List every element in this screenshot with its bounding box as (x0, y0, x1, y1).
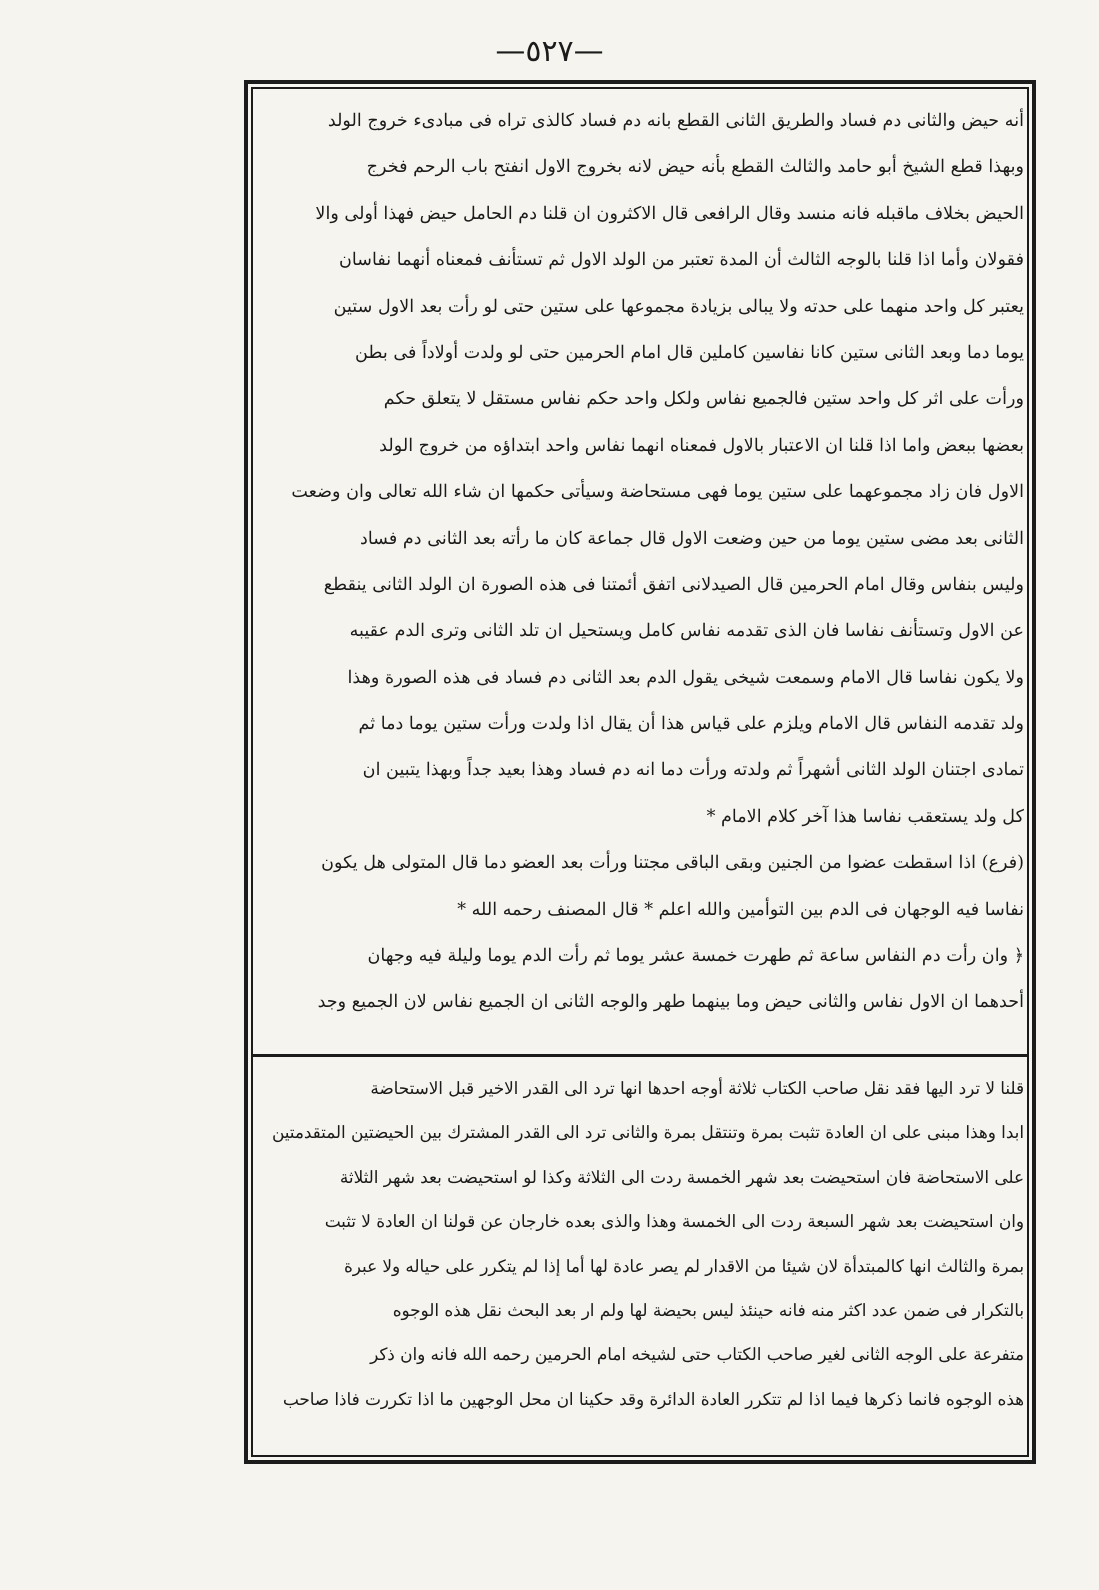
text-line: وبهذا قطع الشيخ أبو حامد والثالث القطع بأنه حيض لانه بخروج الاول انفتح باب الرحم فخرج (366, 157, 1024, 178)
text-line: ولد تقدمه النفاس قال الامام ويلزم على قياس هذا أن يقال اذا ولدت ورأت ستين يوما دما ثم (358, 714, 1024, 735)
text-line: ﴿ وان رأت دم النفاس ساعة ثم طهرت خمسة عشر يوما ثم رأت الدم يوما وليلة فيه وجهان (367, 946, 1024, 967)
text-line: عن الاول وتستأنف نفاسا فان الذى تقدمه نفاس كامل ويستحيل ان تلد الثانى وترى الدم عقيبه (349, 621, 1024, 642)
commentary-line: بالتكرار فى ضمن عدد اكثر منه فانه حينئذ ليس بحيضة لها ولم ار بعد البحث نقل هذه الوجوه (392, 1299, 1024, 1320)
text-line: بعضها ببعض واما اذا قلنا ان الاعتبار بالاول فمعناه انهما نفاس واحد ابتداؤه من خروج الولد (379, 435, 1024, 456)
text-line: كل ولد يستعقب نفاسا هذا آخر كلام الامام * (706, 806, 1024, 827)
commentary-line: ابدا وهذا مبنى على ان العادة تثبت بمرة وتنتقل بمرة والثانى ترد الى القدر المشترك بين الحيضتين المتقدمتين (271, 1122, 1024, 1143)
text-line: الاول فان زاد مجموعهما على ستين يوما فهى مستحاضة وسيأتى حكمها ان شاء الله تعالى وان وضعت (291, 482, 1024, 503)
text-line: يوما دما وبعد الثانى ستين كانا نفاسين كاملين قال امام الحرمين حتى لو ولدت أولاداً فى بطن (355, 342, 1024, 363)
text-line: فقولان وأما اذا قلنا بالوجه الثالث أن المدة تعتبر من الولد الاول ثم تستأنف فمعناه أنهما نفاسان (339, 250, 1024, 271)
page-number: —٥٢٧— (495, 34, 604, 69)
commentary-line: متفرعة على الوجه الثانى لغير صاحب الكتاب حتى لشيخه امام الحرمين رحمه الله فانه وان ذكر (370, 1344, 1024, 1365)
commentary-line: على الاستحاضة فان استحيضت بعد شهر الخمسة ردت الى الثلاثة وكذا لو استحيضت بعد شهر الثلاثة (339, 1166, 1024, 1187)
text-line: (فرع) اذا اسقطت عضوا من الجنين وبقى الباقى مجتنا ورأت بعد العضو دما قال المتولى هل يكون (321, 853, 1024, 874)
text-line: نفاسا فيه الوجهان فى الدم بين التوأمين والله اعلم * قال المصنف رحمه الله * (457, 899, 1024, 920)
main-text-block (256, 98, 1024, 1026)
text-line: ولا يكون نفاسا قال الامام وسمعت شيخى يقول الدم بعد الثانى دم فساد فى هذه الصورة وهذا (347, 667, 1024, 688)
commentary-line: وان استحيضت بعد شهر السبعة ردت الى الخمسة وهذا والذى بعده خارجان عن قولنا ان العادة لا تثبت (324, 1211, 1024, 1232)
section-divider (252, 1054, 1028, 1057)
text-line: الحيض بخلاف ماقبله فانه منسد وقال الرافعى قال الاكثرون ان قلنا دم الحامل حيض فهذا أولى والا (315, 203, 1024, 224)
commentary-line: هذه الوجوه فانما ذكرها فيما اذا لم تتكرر العادة الدائرة وقد حكينا ان محل الوجهين ما اذا تكررت فاذا صاحب (282, 1388, 1024, 1409)
text-line: تمادى اجتنان الولد الثانى أشهراً ثم ولدته ورأت دما انه دم فساد وهذا بعيد جداً وبهذا يتبين ان (362, 760, 1024, 781)
commentary-text-block (256, 1066, 1024, 1421)
text-line: أنه حيض والثانى دم فساد والطريق الثانى القطع بانه دم فساد كالذى تراه فى مبادىء خروج الولد (327, 111, 1024, 131)
text-line: الثانى بعد مضى ستين يوما من حين وضعت الاول قال جماعة كان ما رأته بعد الثانى دم فساد (359, 528, 1024, 549)
commentary-line: قلنا لا ترد اليها فقد نقل صاحب الكتاب ثلاثة أوجه احدها انها ترد الى القدر الاخير قبل الاستحاضة (370, 1078, 1024, 1098)
text-line: ورأت على اثر كل واحد ستين فالجميع نفاس ولكل واحد حكم نفاس مستقل لا يتعلق حكم (383, 389, 1024, 410)
text-line: يعتبر كل واحد منهما على حدته ولا يبالى بزيادة مجموعها على ستين حتى لو رأت بعد الاول ستين (333, 296, 1024, 317)
text-line: وليس بنفاس وقال امام الحرمين قال الصيدلانى اتفق أئمتنا فى هذه الصورة ان الولد الثانى ينقطع (323, 574, 1024, 595)
text-line: أحدهما ان الاول نفاس والثانى حيض وما بينهما طهر والوجه الثانى ان الجميع نفاس لان الجميع وجد (317, 992, 1024, 1013)
commentary-line: بمرة والثالث انها كالمبتدأة لان شيئا من الاقدار لم يصر عادة لها أما إذا لم يتكرر على حياله ولا عبرة (343, 1255, 1024, 1276)
